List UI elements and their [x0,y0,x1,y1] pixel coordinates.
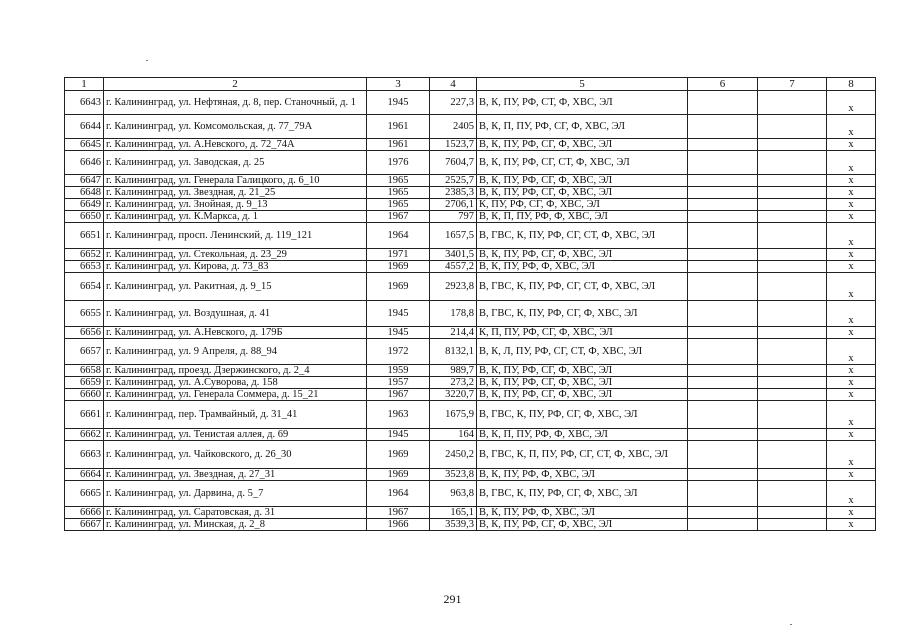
row-number: 6653 [65,261,104,273]
year-cell: 1971 [367,249,430,261]
col6-cell [688,115,758,139]
table-row [65,115,876,139]
year-cell: 1966 [367,519,430,531]
col6-cell [688,481,758,507]
address-cell: г. Калининград, ул. Заводская, д. 25 [104,151,367,175]
year-cell: 1945 [367,429,430,441]
scan-speck [146,60,148,61]
row-number: 6643 [65,91,104,115]
col7-cell [758,401,827,429]
year-cell: 1965 [367,199,430,211]
address-cell: г. Калининград, ул. А.Невского, д. 179Б [104,327,367,339]
table-row [65,151,876,175]
mark-cell: x [827,151,876,175]
row-number: 6665 [65,481,104,507]
area-cell: 1675,9 [430,401,477,429]
mark-cell: x [827,187,876,199]
systems-cell: В, К, ПУ, РФ, СГ, Ф, ХВС, ЭЛ [477,389,688,401]
col6-cell [688,469,758,481]
table-row [65,377,876,389]
area-cell: 2706,1 [430,199,477,211]
area-cell: 273,2 [430,377,477,389]
address-cell: г. Калининград, ул. Кирова, д. 73_83 [104,261,367,273]
col6-cell [688,519,758,531]
mark-cell: x [827,519,876,531]
col7-cell [758,223,827,249]
area-cell: 2450,2 [430,441,477,469]
header-col-6: 6 [688,78,758,91]
address-cell: г. Калининград, ул. 9 Апреля, д. 88_94 [104,339,367,365]
area-cell: 7604,7 [430,151,477,175]
systems-cell: В, К, ПУ, РФ, СГ, Ф, ХВС, ЭЛ [477,187,688,199]
row-number: 6647 [65,175,104,187]
table-row [65,401,876,429]
year-cell: 1967 [367,389,430,401]
col7-cell [758,249,827,261]
col7-cell [758,175,827,187]
mark-cell: x [827,91,876,115]
col7-cell [758,151,827,175]
col7-cell [758,273,827,301]
systems-cell: В, ГВС, К, ПУ, РФ, СГ, Ф, ХВС, ЭЛ [477,301,688,327]
year-cell: 1945 [367,91,430,115]
systems-cell: В, К, ПУ, РФ, СГ, Ф, ХВС, ЭЛ [477,519,688,531]
area-cell: 4557,2 [430,261,477,273]
year-cell: 1967 [367,211,430,223]
row-number: 6646 [65,151,104,175]
col7-cell [758,199,827,211]
address-cell: г. Калининград, ул. Звездная, д. 27_31 [104,469,367,481]
table-row [65,327,876,339]
header-col-7: 7 [758,78,827,91]
col6-cell [688,261,758,273]
year-cell: 1972 [367,339,430,365]
area-cell: 2525,7 [430,175,477,187]
row-number: 6655 [65,301,104,327]
table-row [65,139,876,151]
year-cell: 1961 [367,139,430,151]
systems-cell: В, К, ПУ, РФ, СТ, Ф, ХВС, ЭЛ [477,91,688,115]
table-row [65,389,876,401]
col7-cell [758,519,827,531]
row-number: 6663 [65,441,104,469]
year-cell: 1969 [367,273,430,301]
mark-cell: x [827,139,876,151]
col7-cell [758,211,827,223]
address-cell: г. Калининград, ул. Минская, д. 2_8 [104,519,367,531]
systems-cell: В, К, ПУ, РФ, СГ, Ф, ХВС, ЭЛ [477,175,688,187]
col7-cell [758,365,827,377]
col6-cell [688,441,758,469]
table-row [65,223,876,249]
year-cell: 1969 [367,441,430,469]
year-cell: 1976 [367,151,430,175]
area-cell: 178,8 [430,301,477,327]
col6-cell [688,199,758,211]
address-cell: г. Калининград, ул. Дарвина, д. 5_7 [104,481,367,507]
table-row [65,273,876,301]
header-col-2: 2 [104,78,367,91]
mark-cell: x [827,339,876,365]
col7-cell [758,301,827,327]
header-col-5: 5 [477,78,688,91]
mark-cell: x [827,507,876,519]
col6-cell [688,187,758,199]
col6-cell [688,211,758,223]
year-cell: 1959 [367,365,430,377]
area-cell: 3401,5 [430,249,477,261]
mark-cell: x [827,211,876,223]
row-number: 6667 [65,519,104,531]
systems-cell: В, К, ПУ, РФ, СГ, СТ, Ф, ХВС, ЭЛ [477,151,688,175]
mark-cell: x [827,327,876,339]
col6-cell [688,389,758,401]
address-cell: г. Калининград, ул. Комсомольская, д. 77_79А [104,115,367,139]
table-row [65,519,876,531]
address-cell: г. Калининград, ул. Стекольная, д. 23_29 [104,249,367,261]
row-number: 6656 [65,327,104,339]
area-cell: 164 [430,429,477,441]
address-cell: г. Калининград, ул. Звездная, д. 21_25 [104,187,367,199]
col7-cell [758,389,827,401]
row-number: 6666 [65,507,104,519]
table-row [65,199,876,211]
table-row [65,187,876,199]
systems-cell: В, ГВС, К, ПУ, РФ, СГ, Ф, ХВС, ЭЛ [477,481,688,507]
year-cell: 1945 [367,327,430,339]
area-cell: 1523,7 [430,139,477,151]
row-number: 6657 [65,339,104,365]
mark-cell: x [827,301,876,327]
row-number: 6661 [65,401,104,429]
table-row [65,507,876,519]
systems-cell: В, К, ПУ, РФ, Ф, ХВС, ЭЛ [477,469,688,481]
systems-cell: В, К, ПУ, РФ, СГ, Ф, ХВС, ЭЛ [477,377,688,389]
col7-cell [758,327,827,339]
address-cell: г. Калининград, ул. Саратовская, д. 31 [104,507,367,519]
year-cell: 1969 [367,469,430,481]
area-cell: 8132,1 [430,339,477,365]
row-number: 6645 [65,139,104,151]
systems-cell: В, К, ПУ, РФ, СГ, Ф, ХВС, ЭЛ [477,365,688,377]
header-col-3: 3 [367,78,430,91]
row-number: 6654 [65,273,104,301]
scan-speck [790,624,792,625]
row-number: 6648 [65,187,104,199]
mark-cell: x [827,429,876,441]
year-cell: 1967 [367,507,430,519]
col6-cell [688,273,758,301]
systems-cell: В, К, ПУ, РФ, СГ, Ф, ХВС, ЭЛ [477,139,688,151]
year-cell: 1969 [367,261,430,273]
address-cell: г. Калининград, ул. Генерала Соммера, д. 15_21 [104,389,367,401]
address-cell: г. Калининград, проезд. Дзержинского, д. 2_4 [104,365,367,377]
row-number: 6652 [65,249,104,261]
col6-cell [688,91,758,115]
col7-cell [758,187,827,199]
area-cell: 227,3 [430,91,477,115]
area-cell: 3220,7 [430,389,477,401]
address-cell: г. Калининград, просп. Ленинский, д. 119_121 [104,223,367,249]
systems-cell: В, К, П, ПУ, РФ, Ф, ХВС, ЭЛ [477,429,688,441]
area-cell: 2405 [430,115,477,139]
table-row [65,211,876,223]
row-number: 6662 [65,429,104,441]
year-cell: 1963 [367,401,430,429]
systems-cell: В, ГВС, К, П, ПУ, РФ, СГ, СТ, Ф, ХВС, ЭЛ [477,441,688,469]
row-number: 6659 [65,377,104,389]
col7-cell [758,481,827,507]
address-cell: г. Калининград, ул. Воздушная, д. 41 [104,301,367,327]
systems-cell: В, К, Л, ПУ, РФ, СГ, СТ, Ф, ХВС, ЭЛ [477,339,688,365]
systems-cell: В, К, ПУ, РФ, Ф, ХВС, ЭЛ [477,507,688,519]
header-col-4: 4 [430,78,477,91]
mark-cell: x [827,223,876,249]
mark-cell: x [827,273,876,301]
year-cell: 1965 [367,175,430,187]
year-cell: 1945 [367,301,430,327]
systems-cell: В, К, ПУ, РФ, СГ, Ф, ХВС, ЭЛ [477,249,688,261]
row-number: 6644 [65,115,104,139]
table-row [65,175,876,187]
table-row [65,339,876,365]
mark-cell: x [827,249,876,261]
column-number-header-row [65,78,876,91]
mark-cell: x [827,365,876,377]
col6-cell [688,377,758,389]
mark-cell: x [827,481,876,507]
table-row [65,365,876,377]
col7-cell [758,139,827,151]
mark-cell: x [827,261,876,273]
col6-cell [688,401,758,429]
systems-cell: В, ГВС, К, ПУ, РФ, СГ, СТ, Ф, ХВС, ЭЛ [477,223,688,249]
col7-cell [758,115,827,139]
address-cell: г. Калининград, ул. Чайковского, д. 26_30 [104,441,367,469]
table-row [65,91,876,115]
col6-cell [688,327,758,339]
year-cell: 1965 [367,187,430,199]
mark-cell: x [827,175,876,187]
area-cell: 3523,8 [430,469,477,481]
col7-cell [758,91,827,115]
year-cell: 1964 [367,223,430,249]
table-body [65,78,876,531]
mark-cell: x [827,199,876,211]
table-row [65,249,876,261]
systems-cell: В, К, П, ПУ, РФ, Ф, ХВС, ЭЛ [477,211,688,223]
table-row [65,301,876,327]
systems-cell: В, К, П, ПУ, РФ, СГ, Ф, ХВС, ЭЛ [477,115,688,139]
col6-cell [688,301,758,327]
address-cell: г. Калининград, ул. А.Невского, д. 72_74А [104,139,367,151]
col7-cell [758,429,827,441]
address-cell: г. Калининград, ул. Знойная, д. 9_13 [104,199,367,211]
systems-cell: В, К, ПУ, РФ, Ф, ХВС, ЭЛ [477,261,688,273]
year-cell: 1964 [367,481,430,507]
systems-cell: К, П, ПУ, РФ, СГ, Ф, ХВС, ЭЛ [477,327,688,339]
col6-cell [688,365,758,377]
table-row [65,261,876,273]
address-cell: г. Калининград, ул. Генерала Галицкого, д. 6_10 [104,175,367,187]
area-cell: 989,7 [430,365,477,377]
area-cell: 2385,3 [430,187,477,199]
area-cell: 963,8 [430,481,477,507]
area-cell: 214,4 [430,327,477,339]
year-cell: 1961 [367,115,430,139]
address-cell: г. Калининград, ул. Ракитная, д. 9_15 [104,273,367,301]
mark-cell: x [827,469,876,481]
table-row [65,441,876,469]
table-row [65,429,876,441]
address-cell: г. Калининград, ул. Нефтяная, д. 8, пер. Станочный, д. 1 [104,91,367,115]
housing-register-table [64,77,876,531]
row-number: 6649 [65,199,104,211]
row-number: 6660 [65,389,104,401]
address-cell: г. Калининград, ул. Тенистая аллея, д. 69 [104,429,367,441]
col6-cell [688,429,758,441]
col6-cell [688,175,758,187]
row-number: 6658 [65,365,104,377]
col6-cell [688,507,758,519]
row-number: 6651 [65,223,104,249]
page-number: 291 [443,592,462,606]
area-cell: 1657,5 [430,223,477,249]
systems-cell: В, ГВС, К, ПУ, РФ, СГ, СТ, Ф, ХВС, ЭЛ [477,273,688,301]
area-cell: 3539,3 [430,519,477,531]
col6-cell [688,339,758,365]
address-cell: г. Калининград, ул. А.Суворова, д. 158 [104,377,367,389]
col6-cell [688,249,758,261]
col6-cell [688,151,758,175]
col7-cell [758,507,827,519]
col7-cell [758,377,827,389]
mark-cell: x [827,441,876,469]
systems-cell: К, ПУ, РФ, СГ, Ф, ХВС, ЭЛ [477,199,688,211]
col6-cell [688,223,758,249]
address-cell: г. Калининград, пер. Трамвайный, д. 31_41 [104,401,367,429]
address-cell: г. Калининград, ул. К.Маркса, д. 1 [104,211,367,223]
col7-cell [758,261,827,273]
row-number: 6664 [65,469,104,481]
mark-cell: x [827,115,876,139]
row-number: 6650 [65,211,104,223]
col7-cell [758,441,827,469]
header-col-8: 8 [827,78,876,91]
col7-cell [758,469,827,481]
systems-cell: В, ГВС, К, ПУ, РФ, СГ, Ф, ХВС, ЭЛ [477,401,688,429]
table-row [65,469,876,481]
header-col-1: 1 [65,78,104,91]
area-cell: 797 [430,211,477,223]
mark-cell: x [827,377,876,389]
area-cell: 165,1 [430,507,477,519]
year-cell: 1957 [367,377,430,389]
mark-cell: x [827,401,876,429]
mark-cell: x [827,389,876,401]
col6-cell [688,139,758,151]
area-cell: 2923,8 [430,273,477,301]
table-row [65,481,876,507]
col7-cell [758,339,827,365]
